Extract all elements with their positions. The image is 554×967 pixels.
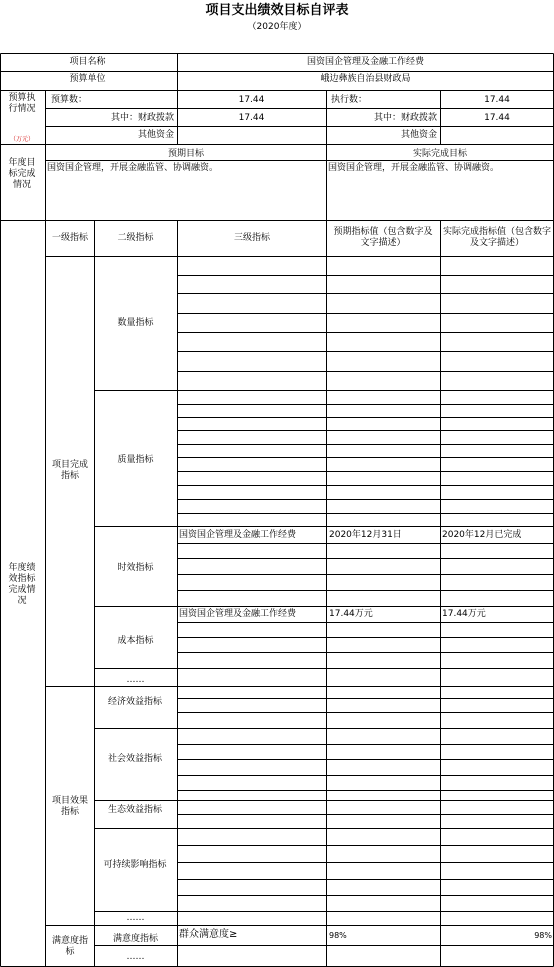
actual-goal-header: 实际完成目标 xyxy=(412,149,467,159)
budget-amount-label: 预算数： xyxy=(51,95,88,105)
satisfaction-l3-text: 群众满意度≥ xyxy=(179,929,238,940)
group-satisfaction-label: 满意度指标 xyxy=(51,936,88,957)
ellipsis-row-1: …… xyxy=(126,675,145,685)
timeliness-actual-value: 2020年12月已完成 xyxy=(442,530,522,540)
annual-goal-section-label: 年度目标完成情况 xyxy=(8,158,36,190)
col-level1-header: 一级指标 xyxy=(51,233,88,243)
sustainable-indicator-label: 可持续影响指标 xyxy=(103,860,167,870)
timeliness-l3-text: 国资国企管理及金融工作经费 xyxy=(179,530,297,540)
satisfaction-indicator-label: 满意度指标 xyxy=(112,934,158,944)
executed-label: 执行数： xyxy=(331,95,368,105)
social-indicator-label: 社会效益指标 xyxy=(108,754,163,764)
actual-goal-text: 国资国企管理，开展金融监管、协调融资。 xyxy=(328,163,500,173)
quality-indicator-label: 质量指标 xyxy=(117,455,154,465)
group-effect-label: 项目效果指标 xyxy=(51,796,88,817)
budget-unit-label: 预算单位 xyxy=(69,74,106,84)
other-funds-right: 其他资金 xyxy=(400,130,437,140)
project-name-value: 国资国企管理及金融工作经费 xyxy=(306,57,424,67)
page-subtitle: （2020年度） xyxy=(247,22,307,32)
timeliness-indicator-label: 时效指标 xyxy=(117,563,154,573)
fiscal-value-left: 17.44 xyxy=(238,113,265,123)
cost-indicator-label: 成本指标 xyxy=(117,636,154,646)
project-name-label: 项目名称 xyxy=(69,57,106,67)
budget-unit-note: （万元） xyxy=(9,136,34,143)
cost-expected-value: 17.44万元 xyxy=(329,609,373,619)
economic-indicator-label: 经济效益指标 xyxy=(108,697,163,707)
executed-value: 17.44 xyxy=(484,95,510,105)
satisfaction-actual-value: 98% xyxy=(534,931,552,940)
expected-goal-text: 国资国企管理，开展金融监管、协调融资。 xyxy=(47,163,219,173)
indicators-section-label: 年度绩效指标完成情况 xyxy=(8,563,36,606)
budget-unit-value: 峨边彝族自治县财政局 xyxy=(320,74,411,84)
group-completion-label: 项目完成指标 xyxy=(51,460,88,481)
budget-section-label: 预算执行情况 xyxy=(8,93,36,114)
satisfaction-expected-value: 98% xyxy=(329,931,347,940)
cost-l3-text: 国资国企管理及金融工作经费 xyxy=(179,609,297,619)
ellipsis-row-3: …… xyxy=(126,952,145,962)
fiscal-label-left: 其中：财政拨款 xyxy=(110,113,174,123)
budget-amount-value: 17.44 xyxy=(238,95,265,105)
timeliness-expected-value: 2020年12月31日 xyxy=(329,530,402,540)
other-funds-left: 其他资金 xyxy=(137,130,174,140)
fiscal-value-right: 17.44 xyxy=(484,113,510,123)
col-level2-header: 二级指标 xyxy=(117,233,154,243)
cost-actual-value: 17.44万元 xyxy=(442,609,486,619)
col-actual-header: 实际完成指标值（包含数字及文字描述） xyxy=(443,227,552,248)
page-title: 项目支出绩效目标自评表 xyxy=(205,3,349,18)
quantity-indicator-label: 数量指标 xyxy=(117,318,154,328)
col-expected-header: 预期指标值（包含数字及文字描述） xyxy=(333,227,433,248)
ellipsis-row-2: …… xyxy=(126,913,145,923)
fiscal-label-right: 其中：财政拨款 xyxy=(373,113,437,123)
ecological-indicator-label: 生态效益指标 xyxy=(108,805,163,815)
col-level3-header: 三级指标 xyxy=(233,233,270,243)
expected-goal-header: 预期目标 xyxy=(167,149,204,159)
